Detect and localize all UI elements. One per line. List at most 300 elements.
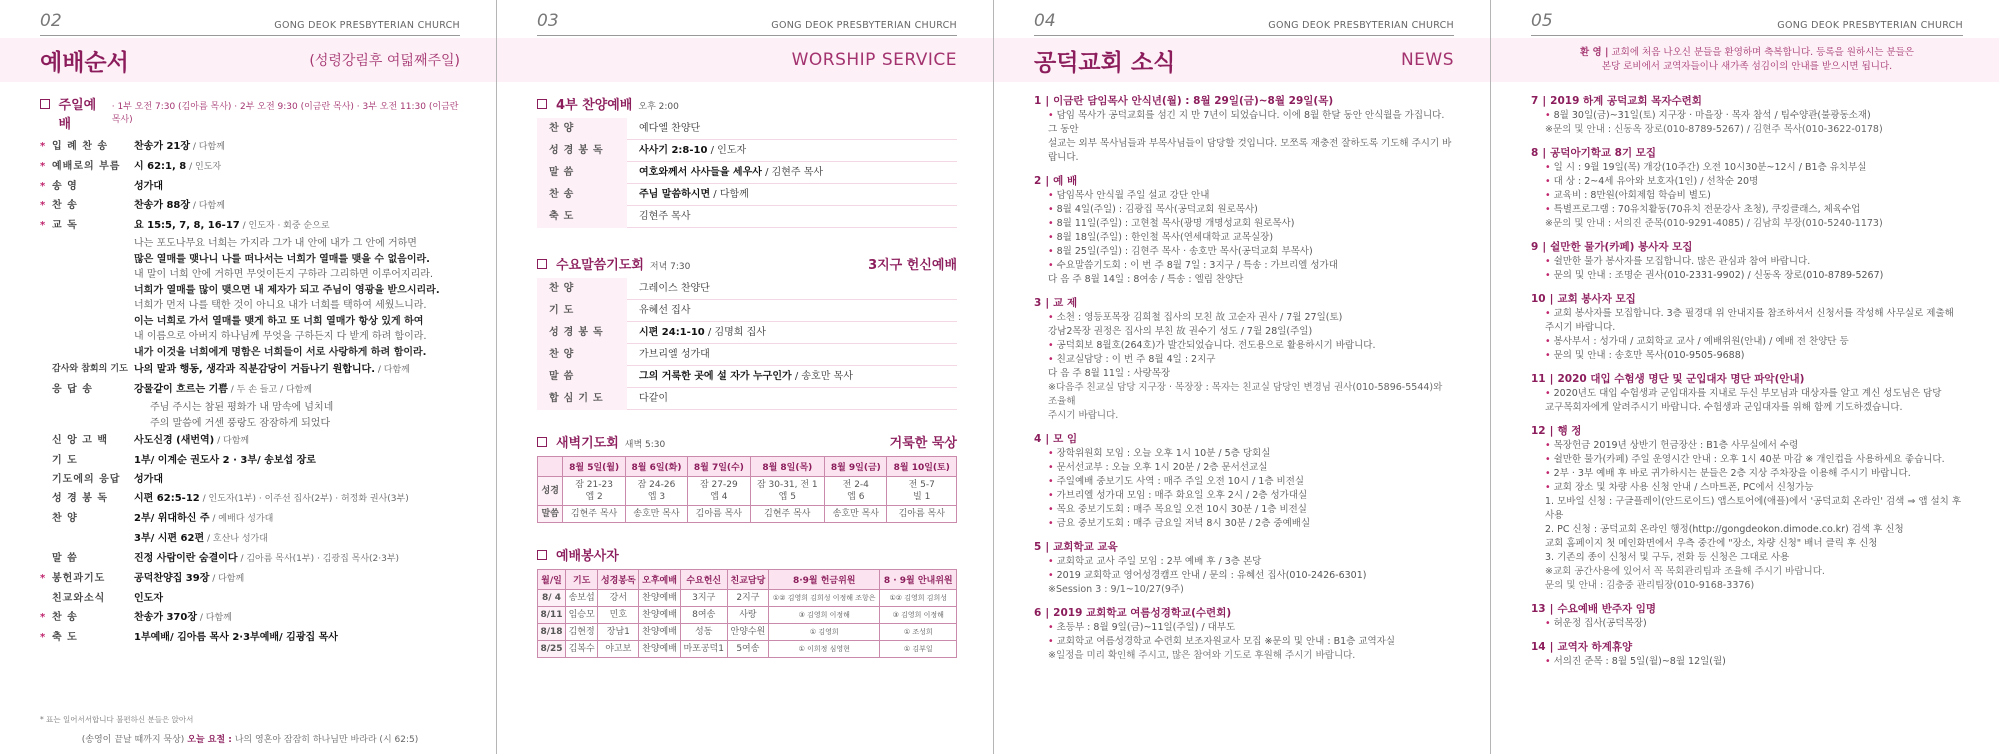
news-line: ※문의 및 안내 : 서의진 준목(010-9291-4085) / 김남희 부장(010-5240-1173) (1545, 218, 1883, 229)
required-mark (40, 509, 52, 529)
church-name: GONG DEOK PRESBYTERIAN CHURCH (771, 20, 957, 31)
news-title: 2019 교회학교 여름성경학교(수련회) (1053, 607, 1232, 619)
order-detail: / 김아름 목사(1부) · 김광집 목사(2·3부) (237, 554, 400, 564)
volunteer-cell: 김현정 (566, 624, 598, 641)
service-value (627, 322, 957, 344)
news-number: 6 (1034, 607, 1042, 619)
row-label: 말씀 (538, 506, 563, 523)
volunteer-cell: ①② 김영희 김희성 이정해 조항은 (769, 590, 880, 607)
required-mark (40, 451, 52, 470)
dawn-cell: 송호만 목사 (625, 506, 687, 523)
news-line: • 2020년도 대입 수험생과 군입대자를 지내로 두신 부모님과 대상자를 알고 계신 성도님은 담당 (1531, 387, 1963, 401)
order-value (134, 608, 460, 628)
news-title: 예 배 (1053, 175, 1078, 187)
news-separator: | (1549, 603, 1554, 615)
service-time: 저녁 7:30 (649, 262, 691, 272)
news-line: • 쉴만한 물가(카페) 주일 운영시간 안내 : 오후 1시 40분 마감 ※ 개인컵을 사용하세요 좋습니다. (1531, 453, 1963, 467)
welcome-label: 환 영 | (1580, 47, 1609, 58)
volunteer-cell: 8/11 (538, 607, 566, 624)
section-heading (537, 545, 957, 564)
welcome-text (1580, 46, 1914, 74)
service-detail: / 다함께 (710, 189, 749, 200)
welcome-line-2: 본당 로비에서 교역자들이나 새가족 섬김이의 안내를 받으시면 됩니다. (1601, 61, 1893, 72)
news-separator: | (1549, 373, 1554, 385)
news-separator: | (1549, 641, 1554, 653)
page-number: 04 (1034, 11, 1056, 31)
service-main: 여호와께서 사사들을 세우사 (639, 167, 762, 178)
reading-line: 많은 열매를 맺나니 나를 떠나서는 너희가 열매를 맺을 수 없음이라. (134, 253, 430, 265)
service-value (627, 206, 957, 228)
news-item (1034, 432, 1454, 531)
order-label: 교 독 (52, 220, 78, 231)
news-line: 2. PC 신청 : 공덕교회 온라인 행정(http://gongdeokon.dimode.co.kr) 검색 후 신청 (1545, 524, 1904, 535)
service-value (627, 388, 957, 410)
news-line: • 수요말씀기도회 : 이 번 주 8월 7일 : 3지구 / 특송 : 가브리엘 성가대 (1034, 259, 1454, 273)
welcome-line-1: 교회에 처음 나오신 분들을 환영하며 축복합니다. 등록을 원하시는 분들은 (1611, 47, 1914, 58)
volunteer-cell: ① 김부일 (880, 641, 957, 658)
news-line: • 서의진 준목 : 8월 5일(월)~8월 12일(월) (1531, 655, 1963, 669)
service-row (537, 184, 957, 206)
service-main: 그레이스 찬양단 (639, 283, 710, 294)
service-value (627, 366, 957, 388)
responsive-reading (40, 236, 460, 360)
order-main: 시편 62:5-12 (134, 493, 200, 504)
title-band (994, 38, 1490, 82)
news-item (1034, 174, 1454, 287)
page-number: 05 (1531, 11, 1553, 31)
day-header: 8월 6일(화) (625, 457, 687, 477)
service-row (537, 388, 957, 410)
volunteer-cell: 5여송 (727, 641, 768, 658)
order-row (40, 509, 460, 529)
page-title-en: NEWS (1400, 50, 1454, 70)
news-title: 쉴만한 물가(카페) 봉사자 모집 (1550, 241, 1693, 253)
service-row (537, 322, 957, 344)
news-line: 교회 홈페이지 첫 메인화면에서 우측 중간에 "장소, 차량 신청" 배너 클릭 후 신청 (1545, 538, 1878, 549)
news-title: 교 제 (1053, 297, 1078, 309)
dawn-cell: 김현주 목사 (750, 506, 825, 523)
afternoon-service-table (537, 118, 957, 228)
order-main: 시 62:1, 8 (134, 161, 187, 172)
section-heading (537, 94, 957, 113)
order-detail: / 인도자 · 회중 순으로 (239, 221, 330, 231)
volunteer-cell: 민호 (598, 607, 639, 624)
order-label: 찬 송 (52, 200, 78, 211)
volunteer-cell: 8/ 4 (538, 590, 566, 607)
service-main: 유혜선 집사 (639, 305, 691, 316)
day-header: 8월 7일(수) (688, 457, 750, 477)
service-main: 김현주 목사 (639, 211, 691, 222)
news-heading (1531, 240, 1963, 254)
order-label: 응 답 송 (52, 384, 93, 395)
volunteer-cell: 야고보 (598, 641, 639, 658)
volunteer-cell: ③ 김영희 이정해 (769, 607, 880, 624)
order-row (40, 569, 460, 589)
order-detail: / 다함께 (190, 142, 225, 152)
lyric-line: 주님 주시는 참된 평화가 내 맘속에 넘치네 (150, 402, 334, 413)
news-heading (1531, 94, 1963, 108)
page-header (40, 0, 460, 36)
order-detail: / 다함께 (214, 436, 250, 446)
required-mark: * (40, 632, 46, 643)
news-item (1531, 146, 1963, 231)
square-bullet-icon (40, 99, 50, 109)
verse-pre: (송영이 끝날 때까지 묵상) (81, 735, 185, 745)
order-label: 신 앙 고 백 (52, 435, 109, 446)
news-line: ※다음주 친교실 담당 지구장 · 목장장 : 목자는 친교실 담당인 변경님 권사(010-5896-5544)와 조율해 (1048, 382, 1443, 407)
order-row (40, 177, 460, 196)
required-mark: * (40, 573, 46, 584)
order-row (40, 470, 460, 489)
news-line: • 허운정 집사(공덕목장) (1531, 617, 1963, 631)
lyric-line: 주의 말씀에 거센 풍랑도 잠잠하게 되었다 (150, 417, 331, 429)
required-mark: * (40, 200, 46, 211)
volunteer-cell: 안양수원 (727, 624, 768, 641)
news-line: • 담임 목사가 공덕교회를 섬긴 지 만 7년이 되었습니다. 이에 8월 한달 동안 안식월을 가집니다. 그 동안 (1034, 109, 1454, 137)
service-detail: / 송호만 목사 (791, 371, 853, 382)
news-line: • 교회 봉사자를 모집합니다. 3층 필경대 위 안내지를 참조하셔서 신청서를 작성해 사무실로 제출해 (1531, 307, 1963, 321)
news-line: • 장학위원회 모임 : 오늘 오후 1시 10분 / 5층 당회실 (1034, 447, 1454, 461)
page-title: 예배순서 (40, 49, 129, 76)
reading-line: 너희가 먼저 나를 택한 것이 아니요 내가 너희를 택하여 세웠느니라. (134, 300, 427, 311)
order-label: 친교와소식 (52, 593, 106, 604)
order-main: 3부/ 시편 62편 (134, 533, 205, 544)
news-line: • 교회학교 여름성경학교 수련회 보조자원교사 모집 ※문의 및 안내 : B1층 교역자실 (1034, 635, 1454, 649)
news-line: ※Session 3 : 9/1~10/27(9주) (1048, 584, 1184, 595)
volunteer-cell: 임승모 (566, 607, 598, 624)
corner-cell (538, 457, 563, 477)
news-item (1531, 640, 1963, 669)
service-value (627, 278, 957, 300)
reading-line: 내 이름으로 아버지 하나님께 무엇을 구하든지 다 받게 하려 함이라. (134, 331, 427, 342)
volunteer-row (538, 641, 957, 658)
news-line: • 초등부 : 8월 9일(금)~11일(주일) / 대부도 (1034, 621, 1454, 635)
volunteer-cell: 마포공덕1 (680, 641, 727, 658)
news-line: 3. 기존의 종이 신청서 및 구두, 전화 등 신청은 그대로 사용 (1545, 552, 1790, 563)
news-line: • 목장헌금 2019년 상반기 헌금장산 : B1층 사무실에서 수령 (1531, 439, 1963, 453)
news-heading (1531, 424, 1963, 438)
order-label: 기 도 (52, 455, 78, 466)
dawn-cell: 김아름 목사 (887, 506, 957, 523)
reading-line: 내가 이것을 너희에게 명함은 너희들이 서로 사랑하게 하려 함이라. (134, 346, 427, 358)
news-title: 행 정 (1557, 425, 1582, 437)
news-number: 1 (1034, 95, 1042, 107)
news-line: • 문서선교부 : 오늘 오후 1시 20분 / 2층 문서선교실 (1034, 461, 1454, 475)
news-line: • 공덕회보 8월호(264호)가 발간되었습니다. 전도용으로 활용하시기 바랍니다. (1034, 339, 1454, 353)
volunteer-cell: 찬양예배 (639, 624, 680, 641)
section-title: 4부 찬양예배 (556, 98, 633, 113)
title-band (0, 38, 496, 82)
news-separator: | (1549, 293, 1554, 305)
order-label: 말 씀 (52, 553, 78, 564)
order-value (134, 137, 460, 157)
order-label: 송 영 (52, 181, 78, 192)
news-item (1531, 372, 1963, 415)
order-detail: / 예배다 성가대 (209, 514, 274, 524)
news-line: • 봉사부서 : 성가대 / 교회학교 교사 / 예배위원(안내) / 예배 전 찬양단 등 (1531, 335, 1963, 349)
volunteer-cell: 성동 (680, 624, 727, 641)
news-heading (1531, 292, 1963, 306)
news-line: • 가브리엘 성가대 모임 : 매주 화요일 오후 2시 / 2층 성가대실 (1034, 489, 1454, 503)
service-value (627, 140, 957, 162)
order-main: 1부예배/ 김아름 목사 2·3부예배/ 김광집 목사 (134, 632, 338, 643)
square-bullet-icon (537, 550, 547, 560)
required-mark: * (40, 181, 46, 192)
service-main: 예다엘 찬양단 (639, 123, 701, 134)
news-number: 4 (1034, 433, 1042, 445)
order-row (40, 137, 460, 157)
day-header: 8월 5일(월) (563, 457, 625, 477)
news-item (1034, 296, 1454, 423)
column-header: 수요헌신 (680, 570, 727, 590)
news-line: • 2019 교회학교 영어성경캠프 안내 / 문의 : 유혜선 집사(010-2426-6301) (1034, 569, 1454, 583)
news-line: 다 음 주 8월 14일 : 8여송 / 특송 : 엘림 찬양단 (1048, 274, 1244, 285)
news-heading (1531, 640, 1963, 654)
news-item (1034, 606, 1454, 663)
news-line: • 교회학교 교사 주일 모임 : 2부 예배 후 / 3층 본당 (1034, 555, 1454, 569)
required-mark (40, 589, 52, 608)
volunteer-cell: ①② 김영희 김희성 (880, 590, 957, 607)
order-row (40, 216, 460, 236)
volunteer-cell: 송보섭 (566, 590, 598, 607)
section-heading (537, 254, 957, 273)
news-heading (1034, 296, 1454, 310)
dawn-cell: 김현주 목사 (563, 506, 625, 523)
service-row (537, 162, 957, 184)
volunteer-cell: ① 조성희 (880, 624, 957, 641)
news-number: 5 (1034, 541, 1042, 553)
column-header: 오후예배 (639, 570, 680, 590)
column-header: 친교담당 (727, 570, 768, 590)
service-detail: / 인도자 (707, 145, 747, 156)
order-main: 진정 사람이란 숨결이다 (134, 553, 238, 564)
required-mark (40, 360, 52, 380)
volunteer-cell: 8/18 (538, 624, 566, 641)
news-item (1531, 94, 1963, 137)
service-main: 그의 거룩한 곳에 설 자가 누구인가 (639, 371, 792, 382)
service-row (537, 300, 957, 322)
day-header: 8월 9일(금) (825, 457, 887, 477)
news-line: • 8월 4일(주일) : 김광집 목사(공덕교회 원로목사) (1034, 203, 1454, 217)
order-main: 성가대 (134, 474, 163, 485)
news-line: • 주일예배 중보기도 사역 : 매주 주일 오전 10시 / 1층 비전실 (1034, 475, 1454, 489)
section-note: 거룩한 묵상 (889, 436, 957, 451)
service-value (627, 344, 957, 366)
news-title: 공덕아기학교 8기 모집 (1550, 147, 1657, 159)
page-title: WORSHIP SERVICE (791, 50, 957, 70)
order-value (134, 569, 460, 589)
title-band (497, 38, 993, 82)
order-detail: / 인도자 (186, 162, 222, 172)
order-detail: / 호산나 성가대 (204, 534, 268, 544)
news-line: ※문의 및 안내 : 신동옥 장로(010-8789-5267) / 김현주 목사(010-3622-0178) (1545, 124, 1883, 135)
news-line: • 문의 및 안내 : 송호만 목사(010-9505-9688) (1531, 349, 1963, 363)
required-mark (40, 431, 52, 451)
dawn-row (538, 477, 957, 506)
header-row (538, 570, 957, 590)
order-table (40, 137, 460, 236)
news-line: ※교회 공간사용에 있어서 꼭 목회관리팀과 조율해 주시기 바랍니다. (1545, 566, 1825, 577)
order-value (134, 451, 460, 470)
church-name: GONG DEOK PRESBYTERIAN CHURCH (274, 20, 460, 31)
news-separator: | (1542, 147, 1547, 159)
news-title: 모 임 (1053, 433, 1078, 445)
news-line: • 교회 장소 및 차량 사용 신청 안내 / 스마트폰, PC에서 신청가능 (1531, 481, 1963, 495)
page-header (1034, 0, 1454, 36)
volunteer-cell: 김복수 (566, 641, 598, 658)
order-detail: / 다함께 (375, 365, 410, 375)
news-line: • 목요 중보기도회 : 매주 목요일 오전 10시 30분 / 1층 비전실 (1034, 503, 1454, 517)
required-mark: * (40, 612, 46, 623)
news-line: 다 음 주 8월 11일 : 사랑목장 (1048, 368, 1171, 379)
page-title: 공덕교회 소식 (1034, 49, 1176, 76)
order-detail: / 두 손 들고 / 다함께 (227, 385, 312, 395)
order-label: 기도에의 응답 (52, 474, 121, 485)
dawn-cell: 잠 30-31, 전 1 엡 5 (750, 477, 825, 506)
order-main: 공덕찬양집 39장 (134, 573, 210, 584)
news-number: 11 (1531, 373, 1546, 385)
news-number: 8 (1531, 147, 1539, 159)
service-row (537, 140, 957, 162)
service-main: 사사기 2:8-10 (639, 145, 708, 156)
news-title: 수요예배 반주자 임명 (1557, 603, 1657, 615)
order-main: 나의 말과 행동, 생각과 직분감당이 거듭나기 원합니다. (134, 364, 376, 375)
required-mark: * (40, 161, 46, 172)
welcome-band (1491, 38, 1999, 82)
news-list (1034, 94, 1454, 672)
news-title: 교역자 하계휴양 (1557, 641, 1633, 653)
dawn-cell: 송호만 목사 (825, 506, 887, 523)
news-line: 1. 모바일 신청 : 구글플레이(안드로이드) 앱스토어에(애플)에서 '공덕교회 온라인' 검색 ⇒ 앱 설치 후 사용 (1545, 496, 1962, 521)
news-line: • 교육비 : 8만원(아회제험 학습비 별도) (1531, 189, 1963, 203)
service-row (537, 118, 957, 140)
volunteer-cell: ① 김영희 (769, 624, 880, 641)
news-line: • 일 시 : 9월 19일(목) 개강(10주간) 오전 10시30분~12시 / B1층 유치부실 (1531, 161, 1963, 175)
order-value (134, 380, 460, 400)
news-title: 이금란 담임목사 안식년(월) : 8월 29일(금)~8월 29일(목) (1053, 95, 1334, 107)
reading-line: 내 말이 너희 안에 거하면 무엇이든지 구하라 그리하면 이루어지리라. (134, 269, 434, 280)
news-separator: | (1549, 425, 1554, 437)
news-line: • 8월 11일(주일) : 고현철 목사(광명 개명성교회 원로목사) (1034, 217, 1454, 231)
order-row (40, 489, 460, 509)
column-header: 기도 (566, 570, 598, 590)
order-label: 축 도 (52, 632, 78, 643)
order-table (40, 360, 460, 400)
volunteer-cell: 찬양예배 (639, 590, 680, 607)
news-item (1034, 540, 1454, 597)
news-line: 주시기 바랍니다. (1048, 410, 1119, 421)
verse-text: 나의 영혼아 잠잠히 하나님만 바라라 (시 62:5) (234, 735, 419, 745)
column-header: 월/일 (538, 570, 566, 590)
reading-line: 나는 포도나무요 너희는 가지라 그가 내 안에 내가 그 안에 거하면 (134, 238, 417, 249)
page-02 (0, 0, 497, 754)
news-number: 13 (1531, 603, 1546, 615)
news-line: • 특별프로그램 : 70유치활동(70유치 전문강사 초청), 쿠킹클래스, 체육수업 (1531, 203, 1963, 217)
service-label: 찬양 (537, 344, 627, 366)
news-line: 주시기 바랍니다. (1545, 322, 1616, 333)
service-value (627, 118, 957, 140)
service-time: 새벽 5:30 (624, 440, 666, 450)
section-title: 주일예배 (58, 98, 97, 132)
volunteer-cell: 8여송 (680, 607, 727, 624)
order-row (40, 431, 460, 451)
service-label: 찬양 (537, 118, 627, 140)
order-value (134, 177, 460, 196)
news-title: 교회 봉사자 모집 (1557, 293, 1636, 305)
square-bullet-icon (537, 259, 547, 269)
service-detail: / 김현주 목사 (761, 167, 824, 178)
standing-note: * 표는 일어서서합니다 불편하신 분들은 앉아서 (40, 715, 194, 724)
service-row (537, 206, 957, 228)
dawn-row (538, 506, 957, 523)
section-title: 수요말씀기도회 (556, 258, 644, 273)
order-value (134, 628, 460, 647)
page-number: 02 (40, 11, 62, 31)
news-separator: | (1045, 95, 1050, 107)
news-title: 2019 하계 공덕교회 목자수련회 (1550, 95, 1702, 107)
volunteer-cell: 강서 (598, 590, 639, 607)
news-line: • 대 상 : 2~4세 유아와 보호자(1인) / 선착순 20명 (1531, 175, 1963, 189)
news-number: 9 (1531, 241, 1539, 253)
order-value (134, 157, 460, 177)
news-heading (1034, 606, 1454, 620)
news-number: 7 (1531, 95, 1539, 107)
order-value (134, 489, 460, 509)
order-label: 찬 양 (52, 513, 78, 524)
news-line: 문의 및 안내 : 김충중 관리팀장(010-9168-3376) (1545, 580, 1755, 591)
news-heading (1034, 432, 1454, 446)
order-row (40, 451, 460, 470)
news-line: • 8월 30일(금)~31일(토) 지구장 · 마을장 · 목자 참석 / 팀수양관(불광동소재) (1531, 109, 1963, 123)
service-value (627, 300, 957, 322)
required-mark (40, 529, 52, 549)
section-heading (537, 432, 957, 451)
order-detail: / 다함께 (190, 201, 225, 211)
service-row (537, 366, 957, 388)
volunteer-cell: 장남1 (598, 624, 639, 641)
order-label: 찬 송 (52, 612, 78, 623)
church-name: GONG DEOK PRESBYTERIAN CHURCH (1268, 20, 1454, 31)
worship-order (40, 94, 460, 647)
dawn-cell: 김아름 목사 (688, 506, 750, 523)
volunteer-cell: 사랑 (727, 607, 768, 624)
required-mark: * (40, 220, 46, 231)
dawn-prayer-table (537, 456, 957, 523)
news-number: 3 (1034, 297, 1042, 309)
news-number: 14 (1531, 641, 1546, 653)
order-main: 2부/ 위대하신 주 (134, 513, 210, 524)
order-row (40, 589, 460, 608)
volunteer-cell: 8/25 (538, 641, 566, 658)
order-value (134, 360, 460, 380)
square-bullet-icon (537, 437, 547, 447)
required-mark (40, 380, 52, 400)
news-list (1531, 94, 1963, 678)
service-label: 기도 (537, 300, 627, 322)
news-item (1531, 292, 1963, 363)
square-bullet-icon (537, 99, 547, 109)
required-mark (40, 489, 52, 509)
service-main: 가브리엘 성가대 (639, 349, 710, 360)
service-times: · 1부 오전 7:30 (김아름 목사) · 2부 오전 9:30 (이금란 목사) · 3부 오전 11:30 (이금란 목사) (111, 102, 459, 125)
news-heading (1034, 174, 1454, 188)
news-line: • 쉴만한 물가 봉사자를 모집합니다. 많은 관심과 참여 바랍니다. (1531, 255, 1963, 269)
news-line: ※일정을 미리 확인해 주시고, 많은 참여와 기도로 후원해 주시기 바랍니다. (1048, 650, 1356, 661)
volunteers-table (537, 569, 957, 658)
order-label: 입 례 찬 송 (52, 141, 109, 152)
news-line: 교구목회자에게 알려주시기 바랍니다. 수험생과 군입대자를 위해 함께 기도하겠습니다. (1545, 402, 1903, 413)
service-detail: / 김명희 집사 (704, 327, 766, 338)
